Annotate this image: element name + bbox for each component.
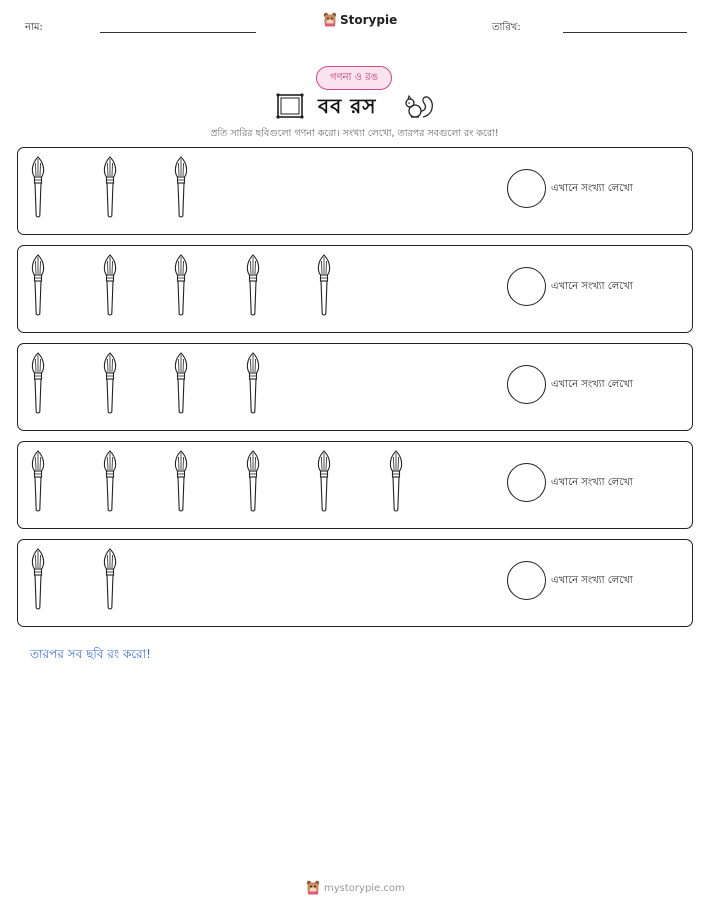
answer-prompt: এখানে সংখ্যা লেখো: [551, 575, 633, 586]
page-title: বব রস: [318, 94, 377, 118]
paintbrush-icon: [102, 156, 118, 222]
footer-url: mystorypie.com: [324, 882, 405, 894]
paintbrush-icon: [245, 352, 261, 418]
paintbrush-icon: [245, 254, 261, 320]
answer-prompt: এখানে সংখ্যা লেখো: [551, 183, 633, 194]
brand-name: Storypie: [340, 13, 398, 27]
brand-logo: [323, 12, 397, 28]
answer-circle[interactable]: [507, 169, 546, 208]
answer-circle[interactable]: [507, 267, 546, 306]
instructions-text: প্রতি সারির ছবিগুলো গণনা করো। সংখ্যা লেখো, তারপর সবগুলো রং করো!: [210, 128, 499, 139]
paintbrush-icon: [173, 156, 189, 222]
paintbrush-icon: [30, 156, 46, 222]
paintbrush-icon: [30, 450, 46, 516]
footer-note: তারপর সব ছবি রং করো!: [30, 647, 151, 661]
name-label: নাম:: [25, 22, 43, 33]
counting-row: [17, 147, 693, 235]
counting-row: [17, 441, 693, 529]
paintbrush-icon: [30, 548, 46, 614]
paintbrush-icon: [388, 450, 404, 516]
date-line[interactable]: [563, 32, 687, 33]
answer-circle[interactable]: [507, 463, 546, 502]
date-label: তারিখ:: [492, 22, 521, 33]
paintbrush-icon: [173, 352, 189, 418]
answer-prompt: এখানে সংখ্যা লেখো: [551, 379, 633, 390]
paintbrush-icon: [102, 352, 118, 418]
counting-row: [17, 343, 693, 431]
paintbrush-icon: [102, 254, 118, 320]
answer-prompt: এখানে সংখ্যা লেখো: [551, 477, 633, 488]
bear-logo-icon: [306, 880, 320, 896]
bear-logo-icon: [323, 12, 337, 28]
squirrel-icon: [403, 93, 435, 121]
paintbrush-icon: [316, 450, 332, 516]
paintbrush-icon: [245, 450, 261, 516]
worksheet-header: [0, 0, 709, 50]
paintbrush-icon: [102, 548, 118, 614]
topic-badge: গণনা ও রঙ: [316, 66, 392, 90]
paintbrush-icon: [30, 352, 46, 418]
paintbrush-icon: [173, 450, 189, 516]
picture-frame-icon: [276, 93, 304, 119]
paintbrush-icon: [102, 450, 118, 516]
answer-prompt: এখানে সংখ্যা লেখো: [551, 281, 633, 292]
paintbrush-icon: [173, 254, 189, 320]
answer-circle[interactable]: [507, 561, 546, 600]
name-line[interactable]: [100, 32, 256, 33]
counting-row: [17, 245, 693, 333]
footer-brand: [306, 880, 405, 896]
answer-circle[interactable]: [507, 365, 546, 404]
paintbrush-icon: [30, 254, 46, 320]
title-row: [0, 92, 709, 122]
paintbrush-icon: [316, 254, 332, 320]
counting-row: [17, 539, 693, 627]
